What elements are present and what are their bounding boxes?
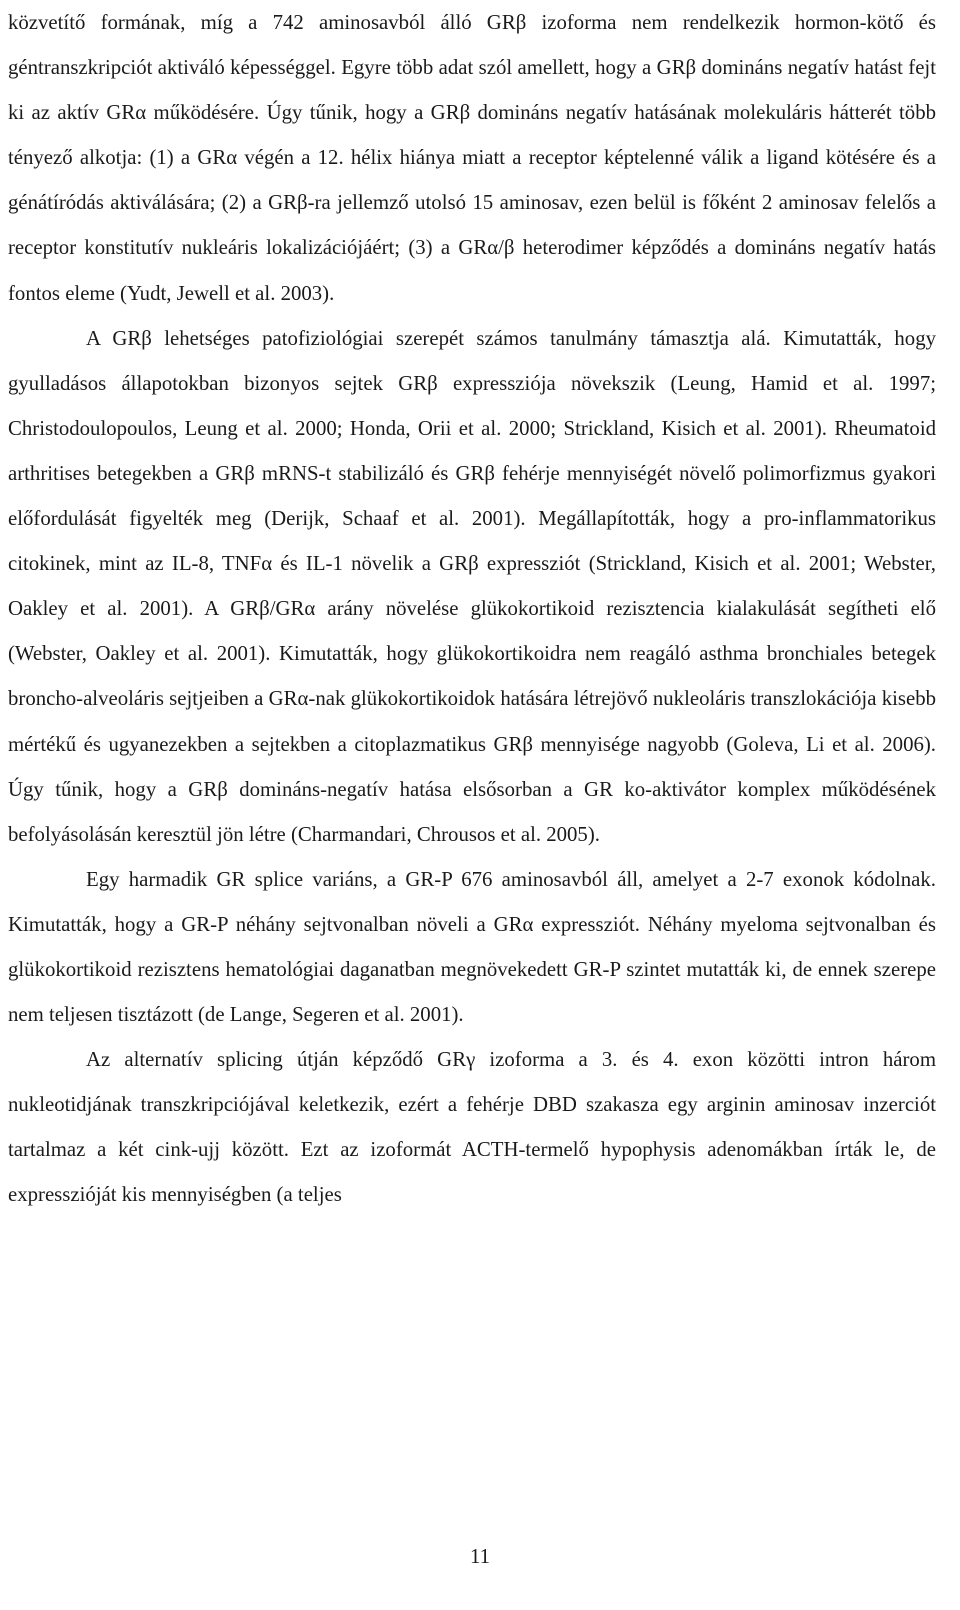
paragraph-gr-gamma-isoform: Az alternatív splicing útján képződő GRγ izoforma a 3. és 4. exon közötti intron három nukleotidjának transzkripciójával keletkezik, ezért a fehérje DBD szakasza egy arginin aminosav inzerciót tartalmaz a két cink-ujj között. Ezt az izoformát ACTH-termelő hypophysis adenomákban írták le, de expresszióját kis mennyiségben (a teljes (8, 1048, 936, 1207)
paragraph-gr-p-variant: Egy harmadik GR splice variáns, a GR-P 676 aminosavból áll, amelyet a 2-7 exonok kódolnak. Kimutatták, hogy a GR-P néhány sejtvonalban növeli a GRα expressziót. Néhány myeloma sejtvonalban és glükokortikoid rezisztens hematológiai daganatban megnövekedett GR-P szintet mutatták ki, de ennek szerepe nem teljesen tisztázott (de Lange, Segeren et al. 2001). (8, 867, 936, 1027)
page-number: 11 (469, 1545, 491, 1568)
paragraph-continued: közvetítő formának, míg a 742 aminosavból álló GRβ izoforma nem rendelkezik hormon-kötő és géntranszkripciót aktiváló képességgel. Egyre több adat szól amellett, hogy a GRβ domináns negatív hatást fejt ki az aktív GRα működésére. Úgy tűnik, hogy a GRβ domináns negatív hatásának molekuláris hátterét több tényező alkotja: (1) a GRα végén a 12. hélix hiánya miatt a receptor képtelenné válik a ligand kötésére és a génátíródás aktiválására; (2) a GRβ-ra jellemző utolsó 15 aminosav, ezen belül is főként 2 aminosav felelős a receptor konstitutív nukleáris lokalizációjáért; (3) a GRα/β heterodimer képződés a domináns negatív hatás fontos eleme (Yudt, Jewell et al. 2003). (8, 11, 936, 305)
paragraph-gr-beta-pathophysiology: A GRβ lehetséges patofiziológiai szerepét számos tanulmány támasztja alá. Kimutatták, hogy gyulladásos állapotokban bizonyos sejtek GRβ expressziója növekszik (Leung, Hamid et al. 1997; Christodoulopoulos, Leung et al. 2000; Honda, Orii et al. 2000; Strickland, Kisich et al. 2001). Rheumatoid arthritises betegekben a GRβ mRNS-t stabilizáló és GRβ fehérje mennyiségét növelő polimorfizmus gyakori előfordulását figyelték meg (Derijk, Schaaf et al. 2001). Megállapították, hogy a pro-inflammatorikus citokinek, mint az IL-8, TNFα és IL-1 növelik a GRβ expressziót (Strickland, Kisich et al. 2001; Webster, Oakley et al. 2001). A GRβ/GRα arány növelése glükokortikoid rezisztencia kialakulását segítheti elő (Webster, Oakley et al. 2001). Kimutatták, hogy glükokortikoidra nem reagáló asthma bronchiales betegek broncho-alveoláris sejtjeiben a GRα-nak glükokortikoidok hatására létrejövő nukleoláris transzlokációja kisebb mértékű és ugyanezekben a sejtekben a citoplazmatikus GRβ mennyisége nagyobb (Goleva, Li et al. 2006). Úgy tűnik, hogy a GRβ domináns-negatív hatása elsősorban a GR ko-aktivátor komplex működésének befolyásolásán keresztül jön létre (Charmandari, Chrousos et al. 2005). (8, 326, 936, 846)
body-text (8, 0, 936, 1218)
